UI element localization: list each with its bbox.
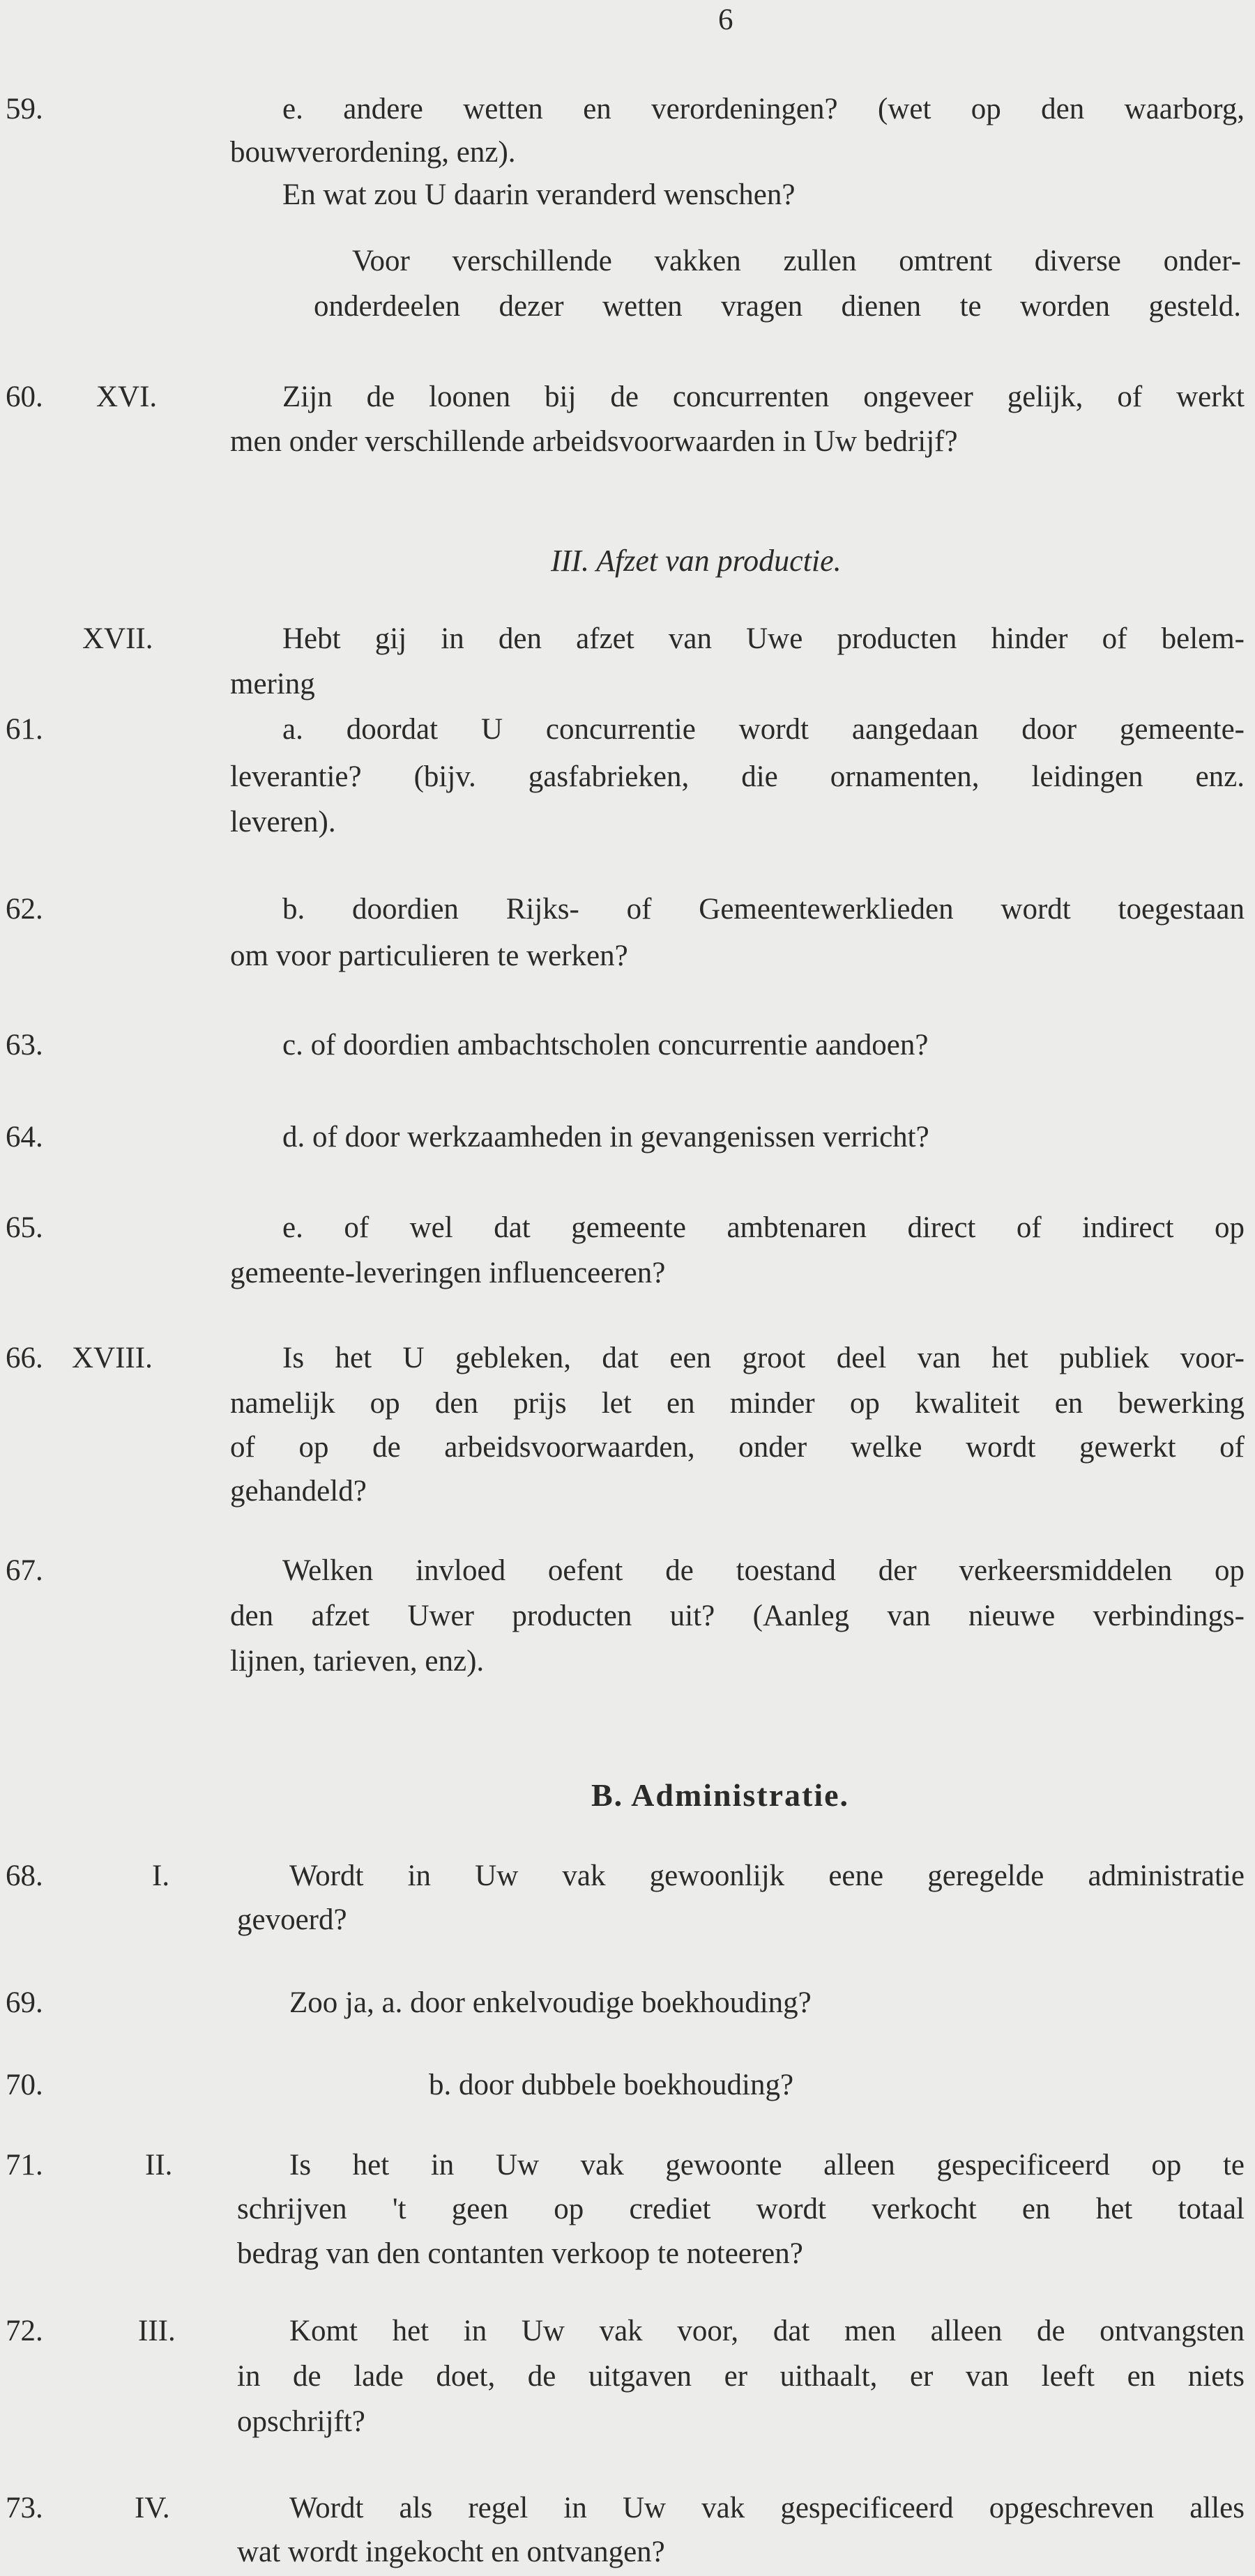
item-number: 64. (6, 1121, 43, 1153)
item-line: lijnen, tarieven, enz). (230, 1645, 485, 1678)
item-line: Is het in Uw vak gewoonte alleen gespecificeerd op te (289, 2149, 1245, 2182)
item-line: leveren). (230, 806, 336, 838)
item-line: En wat zou U daarin veranderd wenschen? (282, 178, 796, 211)
item-number: 65. (6, 1211, 43, 1244)
section-heading-afzet: III. Afzet van productie. (551, 544, 842, 578)
item-number: 68. (6, 1860, 43, 1892)
section-heading-administratie: B. Administratie. (591, 1777, 850, 1813)
item-line: schrijven 't geen op crediet wordt verkocht en het totaal (237, 2193, 1245, 2225)
item-number: 72. (6, 2315, 43, 2347)
item-roman: XVIII. (72, 1342, 153, 1374)
item-line: c. of doordien ambachtscholen concurrentie aandoen? (282, 1029, 929, 1061)
item-number: 71. (6, 2149, 43, 2182)
item-line: Zoo ja, a. door enkelvoudige boekhouding? (289, 1986, 812, 2019)
item-line: b. doordien Rijks- of Gemeentewerklieden wordt toegestaan (282, 893, 1245, 926)
item-line: Is het U gebleken, dat een groot deel van het publiek voor- (282, 1342, 1245, 1374)
item-line: gehandeld? (230, 1475, 367, 1508)
item-line: e. of wel dat gemeente ambtenaren direct of indirect op (282, 1211, 1245, 1244)
item-line: d. of door werkzaamheden in gevangenissen verricht? (282, 1121, 929, 1153)
item-line: Voor verschillende vakken zullen omtrent diverse onder- (352, 245, 1241, 277)
item-line: Welken invloed oefent de toestand der verkeersmiddelen op (282, 1554, 1245, 1587)
item-line: Wordt als regel in Uw vak gespecificeerd opgeschreven alles (289, 2492, 1245, 2524)
item-line: gevoerd? (237, 1903, 347, 1936)
item-line: b. door dubbele boekhouding? (429, 2069, 794, 2101)
item-line: men onder verschillende arbeidsvoorwaarden in Uw bedrijf? (230, 425, 958, 458)
item-roman: II. (145, 2149, 173, 2182)
item-line: Wordt in Uw vak gewoonlijk eene geregelde administratie (289, 1860, 1245, 1892)
item-line: e. andere wetten en verordeningen? (wet op den waarborg, (282, 93, 1245, 125)
item-line: den afzet Uwer producten uit? (Aanleg van nieuwe verbindings- (230, 1600, 1245, 1632)
item-line: a. doordat U concurrentie wordt aangedaan door gemeente- (282, 713, 1245, 746)
item-number: 67. (6, 1554, 43, 1587)
item-line: opschrijft? (237, 2405, 365, 2438)
item-line: onderdeelen dezer wetten vragen dienen te worden gesteld. (314, 290, 1241, 323)
item-roman: III. (138, 2315, 176, 2347)
item-line: gemeente-leveringen influenceeren? (230, 1257, 666, 1289)
item-number: 60. (6, 381, 43, 413)
item-line: om voor particulieren te werken? (230, 940, 628, 972)
item-line: in de lade doet, de uitgaven er uithaalt, er van leeft en niets (237, 2360, 1245, 2393)
item-line: bedrag van den contanten verkoop te noteeren? (237, 2237, 803, 2270)
item-number: 62. (6, 893, 43, 926)
item-line: of op de arbeidsvoorwaarden, onder welke wordt gewerkt of (230, 1431, 1245, 1464)
item-number: 63. (6, 1029, 43, 1061)
item-line: Komt het in Uw vak voor, dat men alleen de ontvangsten (289, 2315, 1245, 2347)
item-line: mering (230, 668, 315, 700)
page-number: 6 (718, 3, 733, 36)
item-number: 70. (6, 2069, 43, 2101)
item-number: 61. (6, 713, 43, 746)
item-roman: XVI. (96, 381, 158, 413)
item-number: 59. (6, 93, 43, 125)
item-line: Hebt gij in den afzet van Uwe producten hinder of belem- (282, 622, 1245, 655)
item-line: leverantie? (bijv. gasfabrieken, die ornamenten, leidingen enz. (230, 760, 1245, 793)
item-roman: IV. (135, 2492, 170, 2524)
item-number: 69. (6, 1986, 43, 2019)
item-line: Zijn de loonen bij de concurrenten ongeveer gelijk, of werkt (282, 381, 1245, 413)
item-roman: XVII. (82, 622, 153, 655)
item-line: wat wordt ingekocht en ontvangen? (237, 2536, 665, 2568)
item-line: namelijk op den prijs let en minder op kwaliteit en bewerking (230, 1387, 1245, 1420)
item-number: 73. (6, 2492, 43, 2524)
item-roman: I. (152, 1860, 170, 1892)
item-line: bouwverordening, enz). (230, 136, 516, 169)
item-number: 66. (6, 1342, 43, 1374)
